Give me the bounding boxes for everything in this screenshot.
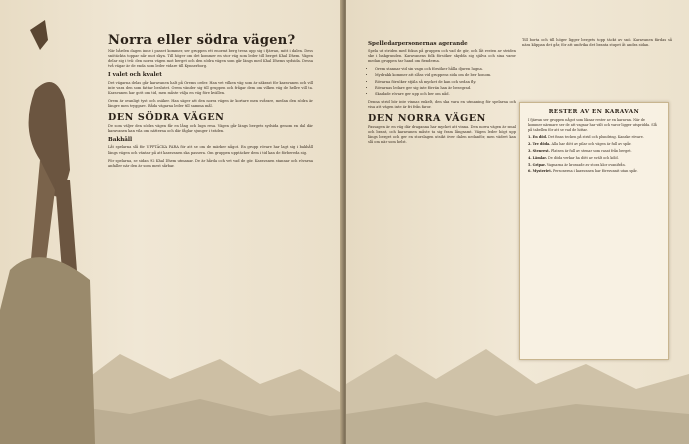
page-title: Norra eller södra vägen?	[108, 33, 296, 48]
table-row: 3. Stenrest. Platsen är full av stenar som rasat från berget.	[528, 148, 632, 153]
list-item: • Skadade rövare ger upp och ber om nåd.	[375, 92, 516, 97]
paragraph: De som väljer den södra vägen får en lång och lugn resa. Vägen går längs bergets sydsida genom en dal där karavanen kan vila om nätterna och där fåglar sjunger i träden.	[108, 124, 313, 134]
table-row: 5. Gripar. Vagnarna är krossade av stora klor ovanifrån.	[528, 162, 626, 167]
sidebar-title: RESTER AV EN KARAVAN	[548, 109, 640, 115]
paragraph: För spelarna, se sidan 92 Khal Dhem utmanar. De är hårda och vet vad de gör. Karavanen stannar och rövarna anfaller när den är som mest sårbar.	[108, 158, 313, 168]
paragraph: Denna strid bör inte vinnas enkelt, den ska vara en utmaning för spelarna och visa att vägen inte är fri från faror.	[368, 99, 516, 109]
intro-paragraph: När bården dagen inne i passet kommer, ser gruppen ett enormt berg tresa upp sig i fjärran, mitt i dalen. Dess snötäckta toppar når mot skyn. Till höger om det kommer en stor väg som leder till berget Khal Dhem. Vägen delar sig i två: den norra vägen mot berget och den södra vägen som går längs med Khal Dhems sydsida. Dessa två vägar är de enda som leder vidare till Kynnerborg.	[108, 49, 313, 69]
table-row: 4. Lämlar. De döda verkar ha dött av svält och köld.	[528, 155, 619, 160]
list-item: • Rövarnas ledare ger sig inte förrän han är besegrad.	[375, 86, 516, 91]
right-text-column-1	[368, 38, 516, 149]
paragraph: Spela ut striden med fokus på gruppen och vad de gör, och låt resten av striden ske i bakgrunden. Karavanens folk försöker skydda sig själva och sina varor medan gruppen tar hand om fienderna.	[368, 49, 516, 64]
left-text-column	[108, 33, 313, 172]
sidebar-intro: I fjärran ser gruppen något som liknar rester av en karavan. När de kommer närmare ser de att vagnar har vält och varor ligger utspridda. Slå på tabellen för att se vad de hittar.	[528, 118, 657, 132]
heading-south-road: DEN SÖDRA VÄGEN	[108, 112, 225, 124]
subheading-ambush: Bakhåll	[108, 137, 133, 144]
table-row: 1. En död. Det finns tecken på strid och plundring. Kanske rövare.	[528, 135, 644, 140]
warrior-illustration	[0, 10, 100, 444]
list-item: • Rövarna försöker stjäla så mycket de kan och sedan fly.	[375, 80, 516, 85]
paragraph: Låt spelarna slå för UPPTÄCKA FARA för att se om de märker något. En grupp rövare har lagt sig i bakhåll längs vägen och väntar på att karavanen ska passera. Om gruppen upptäcker dem i tid kan de förbereda sig.	[108, 145, 313, 155]
list-item: • Mydrakk kommer att slåss vid gruppens sida om de ber honom.	[375, 73, 516, 78]
list-item: • Orem stannar vid sin vagn och försöker hålla djuren lugna.	[375, 67, 516, 72]
paragraph: Orem är ovanligt tyst och osäker. Han säger att den norra vägen är kortare men svårare, medan den södra är längre men tryggare. Båda vägarna leder till samma mål.	[108, 98, 313, 108]
caravan-remains-sidebar	[519, 102, 669, 360]
paragraph: Passagen är en väg där draganna har mycket att vinna. Den norra vägen är smal och brant, och karavanen måste ta sig fram långsamt. Vägen leder högt upp längs berget och ger en storslagen utsikt över dalen nedanför, men vädret kan slå om när som helst.	[368, 125, 516, 145]
table-row: 2. Tre döda. Alla har dött av pilar och vägen är full av spår.	[528, 142, 632, 147]
paragraph: Det vägarna delas går karavanen halt på Orems order. Han vet vilken väg som är säkrast för karavanen och vill inte vara den som fattar beslutet. Orem vänder sig till gruppen och frågar dem om vilken väg de hellre vill ta. Karavanen har gott om tid, men måste välja en väg före kvällen.	[108, 80, 313, 95]
right-text-column-2	[522, 38, 672, 51]
heading-north-road: DEN NORRA VÄGEN	[368, 113, 486, 125]
left-page	[0, 0, 343, 444]
paragraph: Till borta och till höger ligger bergets topp täckt av snö. Karavanen färdas så nära klippan det går, för att undvika det branta stupet åt andra sidan.	[522, 38, 672, 48]
subheading-valet: I valet och kvalet	[108, 72, 162, 79]
table-row: 6. Mysteriet. Personerna i karavanen har försvunnit utan spår.	[528, 169, 638, 174]
remains-table	[528, 135, 660, 174]
npc-bullet-list	[368, 67, 516, 96]
subheading-npc-actions: Spelledarpersonernas agerande	[368, 41, 468, 47]
